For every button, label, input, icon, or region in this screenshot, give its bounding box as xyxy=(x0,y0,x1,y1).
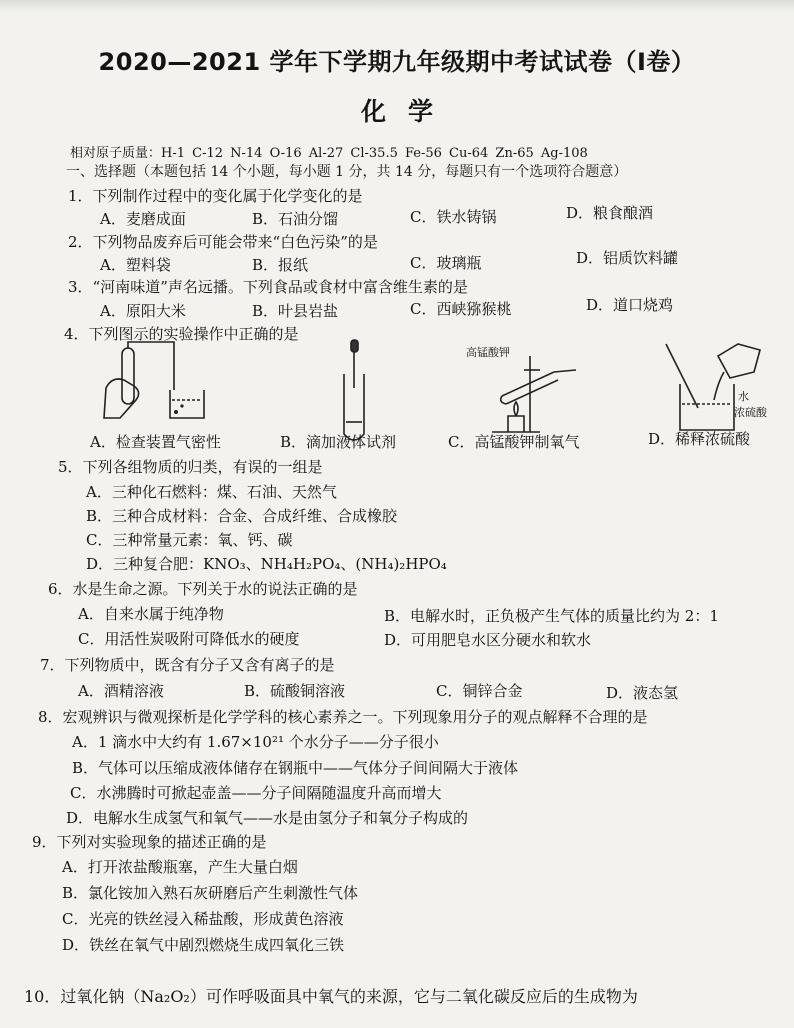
dropper-and-tube xyxy=(336,336,376,446)
q5-option-b: B．三种合成材料：合金、合成纤维、合成橡胶 xyxy=(86,507,398,525)
q8-option-b: B．气体可以压缩成液体储存在钢瓶中——气体分子间间隔大于液体 xyxy=(72,759,519,777)
question-9: 9．下列对实验现象的描述正确的是 xyxy=(32,833,267,851)
figure-kmno4-heating xyxy=(480,350,580,436)
q4-option-b: B．滴加液体试剂 xyxy=(280,433,397,451)
airtightness-apparatus xyxy=(96,338,216,430)
q7-option-d: D．液态氢 xyxy=(606,684,679,702)
section-heading: 一、选择题（本题包括 14 个小题，每小题 1 分，共 14 分，每题只有一个选项符合题意） xyxy=(66,164,628,180)
q1-option-c: C．铁水铸锅 xyxy=(410,208,497,226)
q9-option-b: B．氯化铵加入熟石灰研磨后产生刺激性气体 xyxy=(62,884,359,902)
q4-option-a: A．检查装置气密性 xyxy=(90,433,221,451)
q9-option-a: A．打开浓盐酸瓶塞，产生大量白烟 xyxy=(62,858,298,876)
q8-option-c: C．水沸腾时可掀起壶盖——分子间隔随温度升高而增大 xyxy=(70,784,442,802)
question-2: 2．下列物品废弃后可能会带来“白色污染”的是 xyxy=(68,233,378,251)
figure-dilution xyxy=(664,338,774,438)
q7-option-a: A．酒精溶液 xyxy=(78,682,164,700)
q9-option-c: C．光亮的铁丝浸入稀盐酸，形成黄色溶液 xyxy=(62,910,344,928)
label-potassium-permanganate: 高锰酸钾 xyxy=(466,346,510,359)
q6-option-d: D．可用肥皂水区分硬水和软水 xyxy=(384,631,592,649)
q1-option-a: A．麦磨成面 xyxy=(100,210,186,228)
question-5: 5．下列各组物质的归类，有误的一组是 xyxy=(58,458,323,476)
q2-option-d: D．铝质饮料罐 xyxy=(576,249,679,267)
q6-option-a: A．自来水属于纯净物 xyxy=(78,605,224,623)
label-concentrated-acid: 浓硫酸 xyxy=(734,406,767,419)
q3-option-c: C．西峡猕猴桃 xyxy=(410,300,512,318)
heating-apparatus xyxy=(480,350,580,436)
question-8: 8．宏观辨识与微观探析是化学学科的核心素养之一。下列现象用分子的观点解释不合理的是 xyxy=(38,708,648,726)
q1-option-d: D．粮食酿酒 xyxy=(566,204,654,222)
q1-option-b: B．石油分馏 xyxy=(252,210,339,228)
q9-option-d: D．铁丝在氧气中剧烈燃烧生成四氧化三铁 xyxy=(62,936,345,954)
question-3: 3．“河南味道”声名远播。下列食品或食材中富含维生素的是 xyxy=(68,278,468,296)
q7-option-b: B．硫酸铜溶液 xyxy=(244,682,346,700)
figure-airtightness xyxy=(96,338,216,430)
q5-option-c: C．三种常量元素：氧、钙、碳 xyxy=(86,531,293,549)
q2-option-c: C．玻璃瓶 xyxy=(410,254,482,272)
dilution-apparatus xyxy=(664,338,774,438)
scan-edge xyxy=(0,0,794,12)
q6-option-c: C．用活性炭吸附可降低水的硬度 xyxy=(78,630,300,648)
q4-option-c: C．高锰酸钾制氧气 xyxy=(448,433,580,451)
q3-option-b: B．叶县岩盐 xyxy=(252,302,339,320)
q4-option-d: D．稀释浓硫酸 xyxy=(648,430,751,448)
q3-option-d: D．道口烧鸡 xyxy=(586,296,674,314)
question-4: 4．下列图示的实验操作中正确的是 xyxy=(64,325,299,343)
q5-option-a: A．三种化石燃料：煤、石油、天然气 xyxy=(86,483,337,501)
subject-title: 化学 xyxy=(360,97,455,126)
q2-option-a: A．塑料袋 xyxy=(100,256,171,274)
question-7: 7．下列物质中，既含有分子又含有离子的是 xyxy=(40,656,335,674)
question-6: 6．水是生命之源。下列关于水的说法正确的是 xyxy=(48,580,358,598)
q8-option-a: A．1 滴水中大约有 1.67×10²¹ 个水分子——分子很小 xyxy=(72,733,439,751)
q2-option-b: B．报纸 xyxy=(252,256,309,274)
exam-title: 2020—2021 学年下学期九年级期中考试试卷（Ⅰ卷） xyxy=(98,48,696,76)
q7-option-c: C．铜锌合金 xyxy=(436,682,523,700)
question-1: 1．下列制作过程中的变化属于化学变化的是 xyxy=(68,187,363,205)
q3-option-a: A．原阳大米 xyxy=(100,302,186,320)
question-10: 10．过氧化钠（Na₂O₂）可作呼吸面具中氧气的来源，它与二氧化碳反应后的生成物为 xyxy=(24,987,638,1006)
label-water: 水 xyxy=(738,390,749,403)
q8-option-d: D．电解水生成氢气和氧气——水是由氢分子和氧分子构成的 xyxy=(66,809,469,827)
atomic-masses: 相对原子质量：H-1 C-12 N-14 O-16 Al-27 Cl-35.5 Fe-56 Cu-64 Zn-65 Ag-108 xyxy=(70,146,588,161)
q5-option-d: D．三种复合肥：KNO₃、NH₄H₂PO₄、(NH₄)₂HPO₄ xyxy=(86,555,447,573)
q6-option-b: B．电解水时，正负极产生气体的质量比约为 2：1 xyxy=(384,607,719,625)
figure-dropper xyxy=(336,336,376,446)
